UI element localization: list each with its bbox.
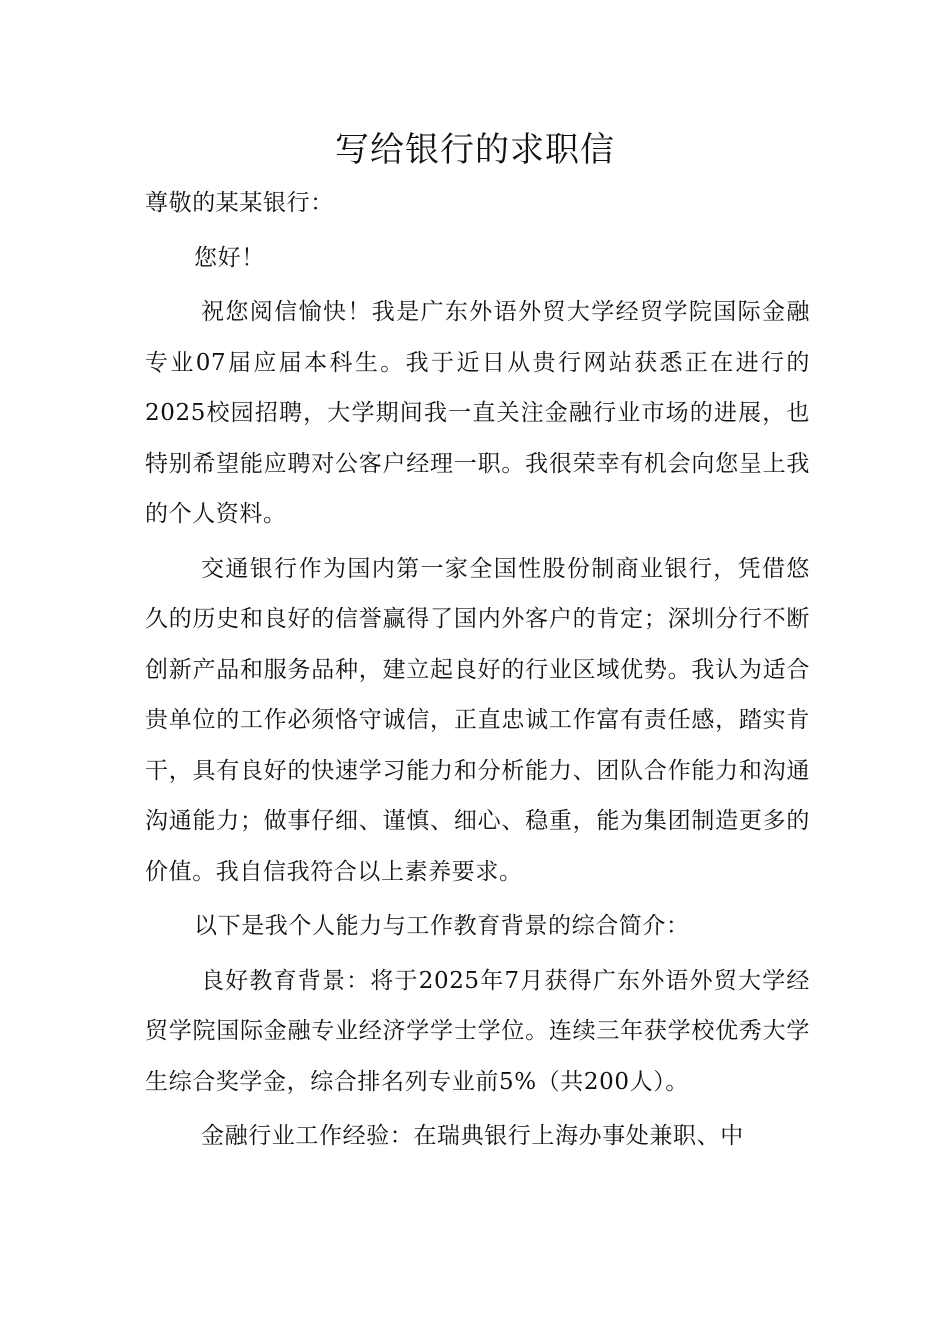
paragraph-education: 良好教育背景：将于2025年7月获得广东外语外贸大学经贸学院国际金融专业经济学学士学位。连续三年获学校优秀大学生综合奖学金，综合排名列专业前5%（共200人）。: [145, 967, 810, 1095]
paragraph-bank: 交通银行作为国内第一家全国性股份制商业银行，凭借悠久的历史和良好的信誉赢得了国内外客户的肯定；深圳分行不断创新产品和服务品种，建立起良好的行业区域优势。我认为适合贵单位的工作必须恪守诚信，正直忠诚工作富有责任感，踏实肯干，具有良好的快速学习能力和分析能力、团队合作能力和沟通沟通能力；做事仔细、谨慎、细心、稳重，能为集团制造更多的价值。我自信我符合以上素养要求。: [145, 555, 810, 885]
document-title: 写给银行的求职信: [335, 130, 615, 170]
paragraph-experience: 金融行业工作经验：在瑞典银行上海办事处兼职、中: [201, 1123, 744, 1149]
paragraph-summary: 以下是我个人能力与工作教育背景的综合简介：: [194, 913, 690, 939]
letter-body: [145, 178, 810, 1162]
salutation: 尊敬的某某银行：: [145, 190, 334, 216]
paragraph-intro: 祝您阅信愉快！我是广东外语外贸大学经贸学院国际金融专业07届应届本科生。我于近日从贵行网站获悉正在进行的2025校园招聘，大学期间我一直关注金融行业市场的进展，也特别希望能应聘对公客户经理一职。我很荣幸有机会向您呈上我的个人资料。: [145, 299, 810, 527]
greeting: 您好！: [194, 244, 265, 271]
